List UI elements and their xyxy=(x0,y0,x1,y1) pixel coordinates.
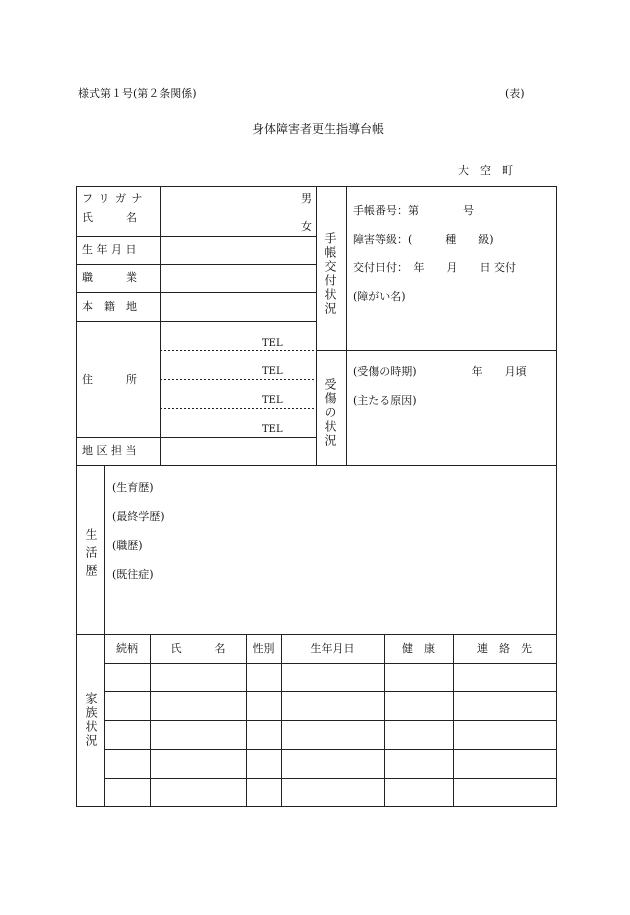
disability-grade: 障害等級：( 種 級) xyxy=(353,233,494,246)
disability-name-label: (障がい名) xyxy=(353,290,406,303)
domicile-field[interactable] xyxy=(162,294,314,320)
occupation-label: 職 業 xyxy=(82,271,137,284)
medical-history-label: (既往症) xyxy=(112,568,154,581)
education-label: (最終学歴) xyxy=(112,510,165,523)
life-history-label: 生活歴 xyxy=(84,528,98,582)
birthdate-label: 生 年 月 日 xyxy=(82,243,137,256)
work-history-label: (職歴) xyxy=(112,539,143,552)
tel-label: TEL xyxy=(262,424,283,435)
form-number: 様式第１号(第２条関係) xyxy=(78,87,197,100)
tel-label: TEL xyxy=(262,366,283,377)
tel-label: TEL xyxy=(262,338,283,349)
name-field[interactable] xyxy=(162,188,292,234)
handbook-section-label: 手帳交付状況 xyxy=(323,232,337,316)
furigana-label: フ リ ガ ナ xyxy=(82,192,144,205)
page-title: 身体障害者更生指導台帳 xyxy=(252,122,385,136)
injury-cause: (主たる原因) xyxy=(353,394,417,407)
name-label: 氏 名 xyxy=(82,211,137,224)
address-field[interactable] xyxy=(162,323,258,435)
town-name: 大 空 町 xyxy=(458,164,513,177)
issue-date: 交付日付： 年 月 日 交付 xyxy=(353,261,516,274)
contact-header: 連 絡 先 xyxy=(477,642,532,655)
family-section-label: 家族状況 xyxy=(84,692,98,748)
district-field[interactable] xyxy=(162,439,314,464)
handbook-number: 手帳番号：第 号 xyxy=(353,204,474,217)
sex-header: 性別 xyxy=(252,642,275,655)
name-header: 氏 名 xyxy=(170,642,226,655)
injury-period: (受傷の時期) 年 月頃 xyxy=(353,365,527,378)
occupation-field[interactable] xyxy=(162,266,314,291)
birthdate-header: 生年月日 xyxy=(310,642,355,655)
male-option[interactable]: 男 xyxy=(301,192,312,205)
relation-header: 続柄 xyxy=(116,642,138,655)
female-option[interactable]: 女 xyxy=(301,220,312,233)
birthdate-field[interactable] xyxy=(162,238,314,263)
health-header: 健 康 xyxy=(402,642,435,655)
side-label: (表) xyxy=(505,87,525,100)
upbringing-label: (生育歴) xyxy=(112,481,154,494)
address-label: 住 所 xyxy=(82,373,137,386)
district-label: 地 区 担 当 xyxy=(82,444,137,457)
tel-label: TEL xyxy=(262,395,283,406)
domicile-label: 本 籍 地 xyxy=(82,300,137,313)
injury-section-label: 受傷の状況 xyxy=(323,378,337,448)
